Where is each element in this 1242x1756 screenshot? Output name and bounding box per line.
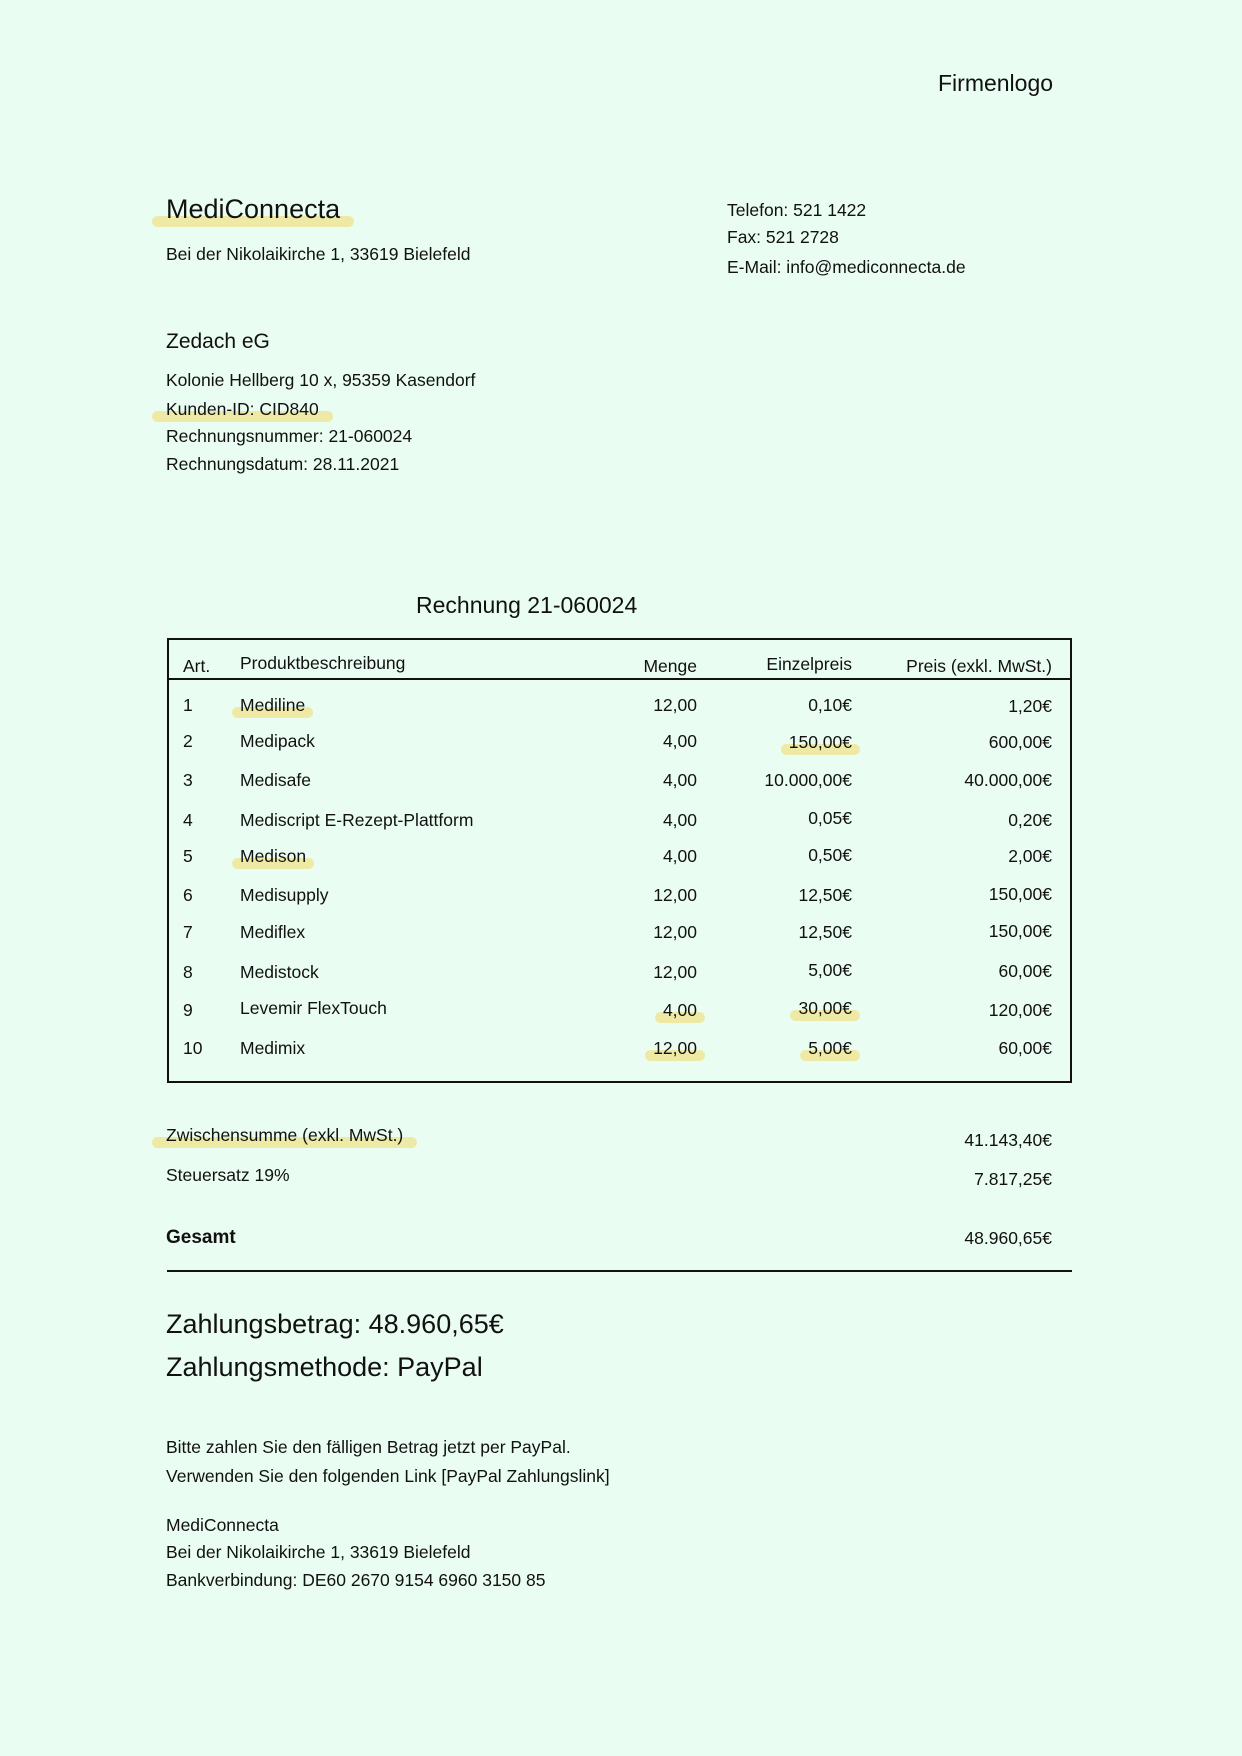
- row-7-description: Mediflex: [240, 922, 306, 942]
- row-7-price: 150,00€: [988, 921, 1052, 941]
- row-7-quantity: 12,00: [653, 922, 697, 942]
- tax-value: 7.817,25€: [974, 1169, 1052, 1189]
- row-1-description-text: Mediline: [240, 695, 306, 715]
- row-9-unit-price-text: 30,00€: [798, 998, 852, 1018]
- row-5-unit-price: 0,50€: [808, 845, 852, 865]
- invoice-number: Rechnungsnummer: 21-060024: [166, 426, 413, 446]
- row-9-description: Levemir FlexTouch: [240, 998, 387, 1018]
- row-2-price: 600,00€: [988, 732, 1052, 752]
- sender-name-text: MediConnecta: [166, 194, 341, 224]
- row-4-description: Mediscript E-Rezept-Plattform: [240, 810, 474, 830]
- row-4-quantity: 4,00: [662, 810, 697, 830]
- row-6-description: Medisupply: [240, 885, 329, 905]
- row-8-description: Medistock: [240, 962, 319, 982]
- row-2-unit-price-text: 150,00€: [788, 732, 852, 752]
- row-1-art: 1: [183, 695, 193, 715]
- subtotal-value: 41.143,40€: [964, 1130, 1052, 1150]
- row-2-art: 2: [183, 731, 193, 751]
- row-8-art: 8: [183, 962, 193, 982]
- total-value: 48.960,65€: [964, 1228, 1052, 1248]
- row-6-art: 6: [183, 885, 193, 905]
- row-2-quantity: 4,00: [662, 731, 697, 751]
- row-6-price: 150,00€: [988, 884, 1052, 904]
- total-label: Gesamt: [166, 1227, 236, 1248]
- row-3-description: Medisafe: [240, 770, 312, 790]
- row-10-price: 60,00€: [998, 1038, 1052, 1058]
- row-2-description: Medipack: [240, 731, 315, 751]
- row-9-unit-price: [798, 998, 852, 1019]
- row-8-quantity: 12,00: [653, 962, 697, 982]
- row-10-unit-price-text: 5,00€: [808, 1038, 852, 1058]
- row-4-unit-price: 0,05€: [808, 808, 852, 828]
- header-unit-price: Einzelpreis: [766, 654, 852, 674]
- recipient-address: Kolonie Hellberg 10 x, 95359 Kasendorf: [166, 370, 476, 390]
- tax-label: Steuersatz 19%: [166, 1165, 290, 1185]
- row-8-unit-price: 5,00€: [808, 960, 852, 980]
- row-10-description: Medimix: [240, 1038, 306, 1058]
- row-10-quantity-text: 12,00: [653, 1038, 697, 1058]
- footer-company: MediConnecta: [166, 1515, 279, 1535]
- row-3-quantity: 4,00: [662, 770, 697, 790]
- row-5-art: 5: [183, 846, 193, 866]
- row-1-quantity: 12,00: [653, 695, 697, 715]
- row-8-price: 60,00€: [998, 961, 1052, 981]
- payment-link-text: Verwenden Sie den folgenden Link [PayPal Zahlungslink]: [166, 1466, 610, 1486]
- sender-name: [166, 194, 340, 225]
- recipient-name: Zedach eG: [166, 330, 270, 353]
- row-1-unit-price: 0,10€: [808, 695, 852, 715]
- row-6-unit-price: 12,50€: [798, 885, 852, 905]
- row-3-art: 3: [183, 770, 193, 790]
- row-9-quantity-text: 4,00: [662, 1000, 697, 1020]
- subtotal-label-text: Zwischensumme (exkl. MwSt.): [166, 1125, 404, 1145]
- row-7-art: 7: [183, 922, 193, 942]
- row-9-quantity: [663, 1000, 697, 1021]
- row-10-art: 10: [183, 1038, 203, 1058]
- contact-email: E-Mail: info@mediconnecta.de: [727, 257, 966, 277]
- company-logo-placeholder: Firmenlogo: [938, 70, 1054, 96]
- header-quantity: Menge: [643, 656, 697, 676]
- row-10-unit-price: [808, 1038, 852, 1059]
- row-3-unit-price: 10.000,00€: [764, 770, 852, 790]
- row-9-price: 120,00€: [988, 1000, 1052, 1020]
- invoice-title: Rechnung 21-060024: [416, 592, 638, 618]
- invoice-date: Rechnungsdatum: 28.11.2021: [166, 454, 400, 474]
- footer-address: Bei der Nikolaikirche 1, 33619 Bielefeld: [166, 1542, 471, 1562]
- payment-method: Zahlungsmethode: PayPal: [166, 1352, 483, 1382]
- footer-bank: Bankverbindung: DE60 2670 9154 6960 3150 85: [166, 1570, 546, 1590]
- row-6-quantity: 12,00: [653, 885, 697, 905]
- row-1-price: 1,20€: [1008, 696, 1052, 716]
- row-10-quantity: [653, 1038, 697, 1059]
- row-9-art: 9: [183, 1000, 193, 1020]
- header-description: Produktbeschreibung: [240, 653, 406, 673]
- contact-phone: Telefon: 521 1422: [727, 200, 867, 220]
- payment-amount: Zahlungsbetrag: 48.960,65€: [166, 1309, 504, 1339]
- customer-id-text: Kunden-ID: CID840: [166, 399, 319, 419]
- subtotal-label: [166, 1125, 403, 1146]
- row-7-unit-price: 12,50€: [798, 922, 852, 942]
- row-4-price: 0,20€: [1008, 810, 1052, 830]
- row-1-description: [240, 695, 305, 716]
- row-4-art: 4: [183, 810, 193, 830]
- items-table: [167, 638, 1072, 1083]
- contact-fax: Fax: 521 2728: [727, 227, 839, 247]
- sender-address: Bei der Nikolaikirche 1, 33619 Bielefeld: [166, 244, 471, 264]
- header-art: Art.: [183, 656, 211, 676]
- row-5-price: 2,00€: [1008, 846, 1052, 866]
- row-2-unit-price: [789, 732, 852, 753]
- row-5-quantity: 4,00: [662, 846, 697, 866]
- total-divider: [167, 1270, 1072, 1272]
- header-price: Preis (exkl. MwSt.): [906, 656, 1052, 676]
- row-3-price: 40.000,00€: [964, 770, 1052, 790]
- row-5-description-text: Medison: [240, 846, 307, 866]
- header-divider: [169, 678, 1070, 680]
- row-5-description: [240, 846, 306, 867]
- payment-instruction: Bitte zahlen Sie den fälligen Betrag jetzt per PayPal.: [166, 1437, 571, 1457]
- customer-id: [166, 399, 319, 420]
